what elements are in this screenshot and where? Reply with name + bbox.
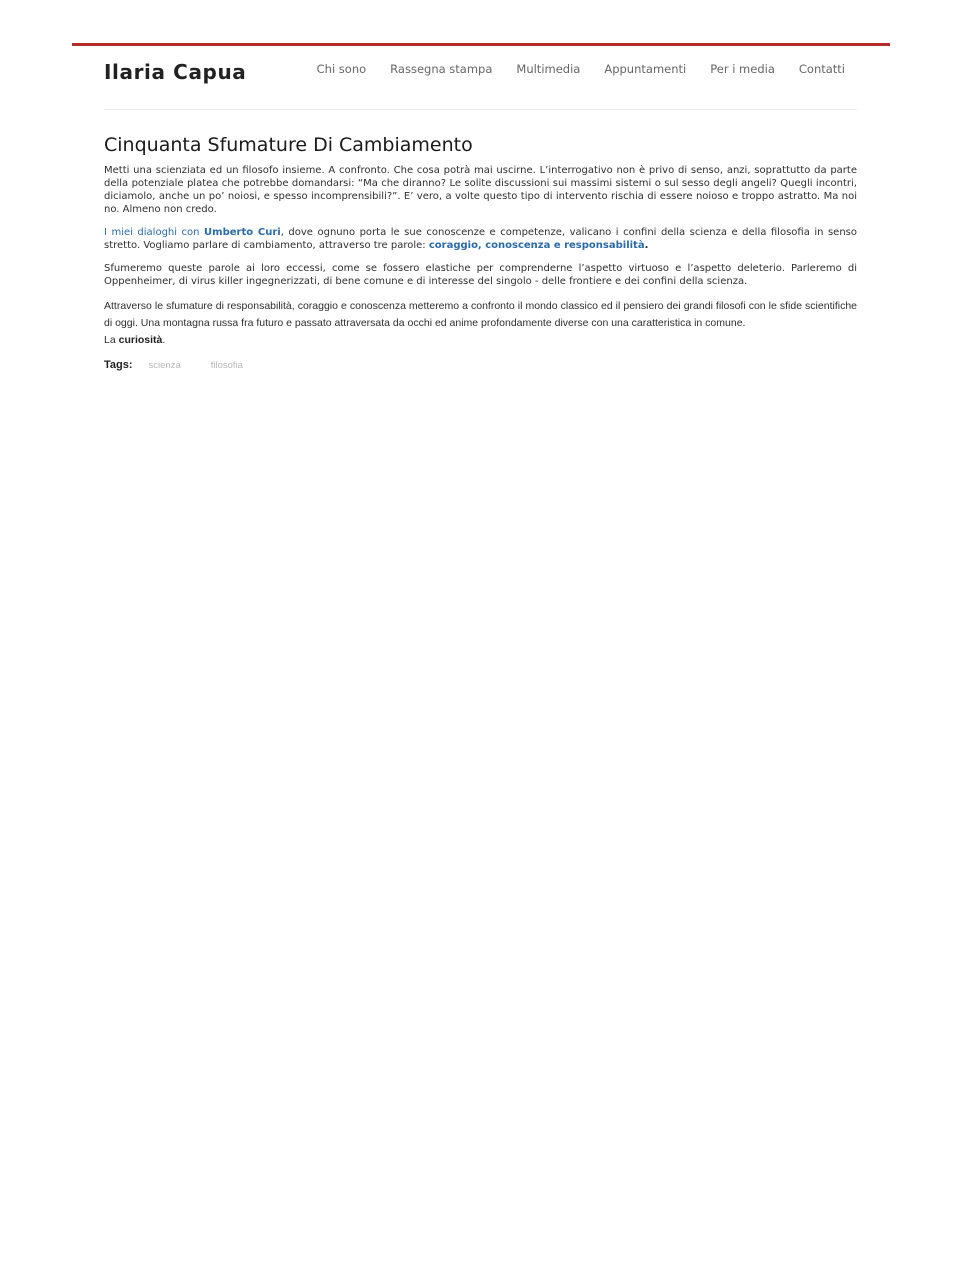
header-accent-rule xyxy=(72,43,890,46)
article-paragraph-1: Metti una scienziata ed un filosofo insieme. A confronto. Che cosa potrà mai uscirne. L’interrogativo non è privo di senso, anzi, soprattutto da parte della potenziale platea che potrebbe domandarsi: “Ma che diranno? Le solite discussioni sui massimi sistemi o sul sesso degli angeli? Quegli incontri, diciamolo, anche un po’ noiosi, e spesso incomprensibili?”. E’ vero, a volte questo tipo di intervento rischia di essere noioso e troppo astratto. Ma noi no. Almeno non credo. xyxy=(104,165,857,215)
article-paragraph-3: Sfumeremo queste parole ai loro eccessi, come se fossero elastiche per comprenderne l’aspetto virtuoso e l’aspetto deleterio. Parleremo di Oppenheimer, di virus killer ingegnerizzati, di bene comune e di interesse del singolo - delle frontiere e dei confini della scienza. xyxy=(104,263,857,287)
nav-item-rassegna-stampa[interactable]: Rassegna stampa xyxy=(390,62,493,76)
nav-item-chi-sono[interactable]: Chi sono xyxy=(316,62,367,76)
paragraph-5-end: . xyxy=(162,334,166,346)
nav-item-contatti[interactable]: Contatti xyxy=(798,62,845,76)
article xyxy=(104,134,857,371)
article-paragraph-4: Attraverso le sfumature di responsabilità, coraggio e conoscenza metteremo a confronto il mondo classico ed il pensiero dei grandi filosofi con le sfide scientifiche di oggi. Una montagna russa fra futuro e passato attraversata da occhi ed anime profondamente diverse con una caratteristica in comune. xyxy=(104,300,857,329)
paragraph-2-lead: I miei dialoghi con xyxy=(104,227,205,238)
tags-row xyxy=(104,359,857,371)
tags-label: Tags: xyxy=(104,359,133,371)
nav-item-appuntamenti[interactable]: Appuntamenti xyxy=(604,62,687,76)
nav-item-multimedia[interactable]: Multimedia xyxy=(516,62,581,76)
nav-item-per-i-media[interactable]: Per i media xyxy=(710,62,775,76)
article-title: Cinquanta Sfumature Di Cambiamento xyxy=(104,134,473,156)
main-nav xyxy=(293,62,845,76)
paragraph-5-lead: La xyxy=(104,334,119,346)
paragraph-2-middle: , dove ognuno porta le sue conoscenze e competenze, valicano i confini della scienza e della filosofia in senso stretto. Vogliamo parlare di cambiamento, attraverso tre parole: xyxy=(104,227,857,251)
article-paragraph-2 xyxy=(104,226,857,252)
tag-scienza[interactable]: scienza xyxy=(148,360,181,371)
article-paragraph-5 xyxy=(104,332,857,349)
site-title[interactable]: Ilaria Capua xyxy=(104,60,247,84)
paragraph-2-end: . xyxy=(644,240,649,251)
curiosita-bold: curiosità xyxy=(118,334,163,346)
umberto-curi-link[interactable]: Umberto Curi xyxy=(204,227,281,238)
header-divider xyxy=(104,109,857,110)
keywords-highlight: coraggio, conoscenza e responsabilità xyxy=(428,240,645,251)
tag-filosofia[interactable]: filosofia xyxy=(210,360,243,371)
